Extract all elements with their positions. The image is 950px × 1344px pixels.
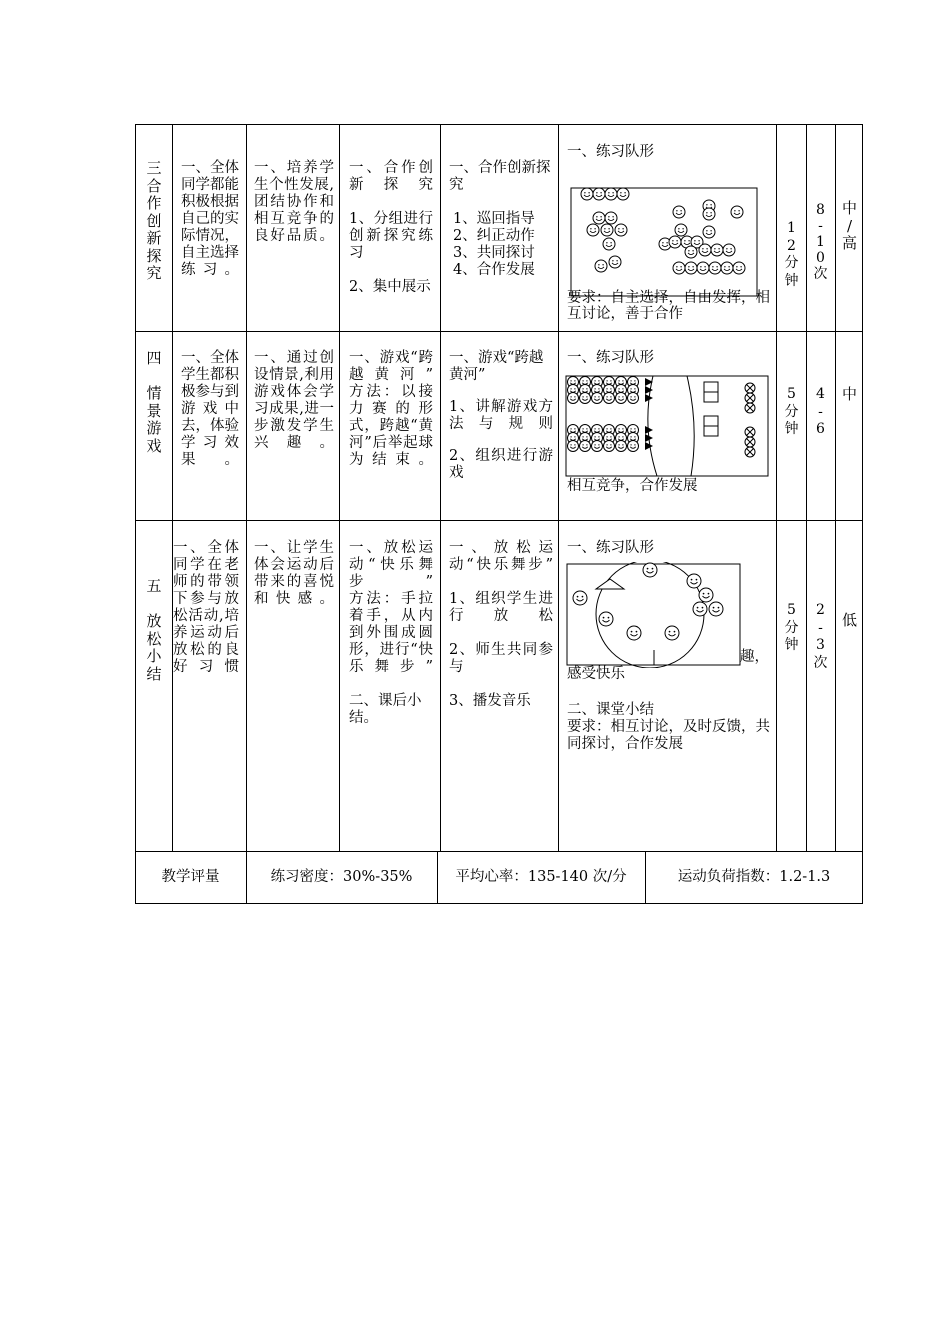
teaching-goal: 一、让学生体会运动后带来的喜悦和快感。 bbox=[254, 540, 334, 607]
teacher-activity bbox=[449, 350, 553, 482]
formation-diagram-2 bbox=[565, 374, 771, 480]
activity-line: 二、课后小结。 bbox=[349, 693, 422, 726]
column-divider bbox=[440, 124, 441, 851]
river-bank bbox=[687, 376, 694, 476]
activity-line: 1、巡回指导 2、纠正动作 3、共同探讨 4、合作发展 bbox=[453, 211, 535, 278]
org-title: 一、练习队形 bbox=[567, 144, 654, 160]
activity-line: 一、合作创新探究 bbox=[349, 160, 433, 193]
smiley-icon bbox=[616, 441, 627, 452]
smiley-icon bbox=[673, 206, 685, 218]
lesson-plan-table bbox=[135, 124, 863, 904]
activity-line: 一、游戏“跨越黄河” 方法：以接力赛的形式，跨越“黄河”后举起球为结束。 bbox=[349, 350, 433, 468]
column-divider bbox=[172, 124, 173, 851]
smiley-icon bbox=[628, 441, 639, 452]
hurdle-icon bbox=[704, 416, 718, 436]
count: 8 - 1 0 次 bbox=[813, 202, 828, 282]
count: 4 - 6 bbox=[816, 386, 825, 437]
smiley-icon bbox=[733, 262, 745, 274]
time: 1 2 分 钟 bbox=[784, 220, 799, 289]
smiley-icon bbox=[592, 393, 603, 404]
activity-line: 1、组织学生进行放松 bbox=[449, 591, 553, 624]
row-divider bbox=[135, 851, 863, 852]
org-note: 相互竞争，合作发展 bbox=[567, 478, 698, 494]
time: 5 分 钟 bbox=[784, 386, 799, 437]
ball-icon bbox=[745, 427, 755, 437]
footer-heart-rate: 平均心率：135-140 次/分 bbox=[455, 869, 627, 885]
table-border-bottom bbox=[135, 903, 863, 904]
smiley-icon bbox=[711, 244, 723, 256]
smiley-icon bbox=[687, 574, 701, 588]
smiley-icon bbox=[723, 244, 735, 256]
smiley-icon bbox=[587, 224, 599, 236]
smiley-icon bbox=[609, 256, 621, 268]
activity-line: 一、放松运动“快乐舞步” 方法：手拉着手，从内到外围成圆形，进行“快乐舞步” bbox=[349, 540, 433, 675]
smiley-icon bbox=[721, 262, 733, 274]
smiley-icon bbox=[699, 588, 713, 602]
smiley-icon bbox=[603, 238, 615, 250]
smiley-icon bbox=[627, 626, 641, 640]
column-divider bbox=[558, 124, 559, 851]
smiley-icon bbox=[665, 626, 679, 640]
smiley-icon bbox=[593, 212, 605, 224]
ball-icon bbox=[745, 393, 755, 403]
smiley-icon bbox=[593, 188, 605, 200]
activity-line: 1、讲解游戏方法与规则 bbox=[449, 399, 553, 432]
org-title: 一、练习队形 bbox=[567, 350, 654, 366]
row-divider bbox=[135, 331, 863, 332]
smiley-icon bbox=[697, 262, 709, 274]
activity-line: 2、师生共同参与 bbox=[449, 642, 553, 675]
column-divider bbox=[246, 124, 247, 904]
org-title: 一、练习队形 bbox=[567, 540, 654, 556]
footer-load-index: 运动负荷指数：1.2-1.3 bbox=[677, 869, 831, 885]
stage-label: 三 合 作 创 新 探 究 bbox=[146, 159, 162, 282]
org-note: 感受快乐 bbox=[567, 666, 625, 682]
smiley-icon bbox=[601, 224, 613, 236]
smiley-icon bbox=[605, 188, 617, 200]
teaching-goal: 一、通过创设情景,利用游戏体会学习成果,进一步激发学生兴趣。 bbox=[254, 350, 334, 451]
intensity: 中 / 高 bbox=[841, 199, 857, 252]
smiley-icon bbox=[628, 393, 639, 404]
column-divider bbox=[339, 124, 340, 851]
intensity: 低 bbox=[841, 611, 857, 629]
smiley-icon bbox=[731, 206, 743, 218]
teaching-goal: 一、培养学生个性发展,团结协作和相互竞争的良好品质。 bbox=[254, 160, 334, 244]
smiley-icon bbox=[568, 393, 579, 404]
org-fragment: 趣， bbox=[740, 649, 769, 665]
smiley-icon bbox=[604, 393, 615, 404]
ball-icon bbox=[745, 437, 755, 447]
smiley-icon bbox=[581, 188, 593, 200]
activity-line: 2、集中展示 bbox=[349, 279, 431, 295]
stage-label: 五 放 松 小 结 bbox=[146, 577, 162, 683]
smiley-icon bbox=[580, 393, 591, 404]
activity-line: 一、游戏“跨越黄河” bbox=[449, 350, 544, 383]
teacher-activity bbox=[449, 160, 553, 279]
smiley-icon bbox=[709, 602, 723, 616]
smiley-icon bbox=[643, 563, 657, 577]
smiley-icon bbox=[693, 602, 707, 616]
smiley-icon bbox=[617, 188, 629, 200]
activity-line: 一、放松运动“快乐舞步” bbox=[449, 540, 553, 573]
table-border-left bbox=[135, 124, 136, 904]
teacher-activity bbox=[449, 540, 553, 710]
summary-note: 要求：相互讨论，及时反馈，共同探讨，合作发展 bbox=[567, 719, 770, 752]
intensity: 中 bbox=[841, 385, 857, 403]
student-activity bbox=[349, 350, 433, 469]
activity-line: 一、合作创新探究 bbox=[449, 160, 551, 193]
smiley-icon bbox=[669, 236, 681, 248]
smiley-icon bbox=[599, 612, 613, 626]
student-requirement: 一、全体学生都积极参与到游戏中去，体验学习效果。 bbox=[181, 350, 239, 468]
smiley-icon bbox=[685, 262, 697, 274]
ball-icon bbox=[745, 447, 755, 457]
smiley-icon bbox=[615, 224, 627, 236]
row-divider bbox=[135, 520, 863, 521]
student-requirement: 一、全体同学在老师的带领下参与放松活动,培养运动后放松的良好习惯 bbox=[173, 540, 239, 675]
formation-diagram-3 bbox=[566, 562, 744, 668]
smiley-icon bbox=[673, 262, 685, 274]
activity-line: 1、分组进行创新探究练习 bbox=[349, 211, 433, 261]
org-note: 要求：自主选择，自由发挥，相互讨论，善于合作 bbox=[567, 290, 770, 322]
smiley-icon bbox=[592, 441, 603, 452]
student-requirement: 一、全体同学都能积极根据自己的实际情况，自主选择练习。 bbox=[181, 160, 239, 278]
footer-label: 教学评量 bbox=[161, 869, 220, 885]
time: 5 分 钟 bbox=[784, 602, 799, 653]
direction-arrow bbox=[596, 579, 624, 589]
formation-diagram-1 bbox=[569, 186, 763, 298]
table-border-top bbox=[135, 124, 863, 125]
smiley-icon bbox=[616, 393, 627, 404]
smiley-icon bbox=[573, 591, 587, 605]
smiley-icon bbox=[604, 441, 615, 452]
ball-icon bbox=[745, 403, 755, 413]
hurdle-icon bbox=[704, 382, 718, 402]
smiley-icon bbox=[703, 226, 715, 238]
smiley-icon bbox=[595, 260, 607, 272]
ball-icon bbox=[745, 383, 755, 393]
smiley-icon bbox=[568, 441, 579, 452]
count: 2 - 3 次 bbox=[813, 602, 828, 671]
stage-label: 四 情 景 游 戏 bbox=[146, 349, 162, 455]
smiley-icon bbox=[605, 212, 617, 224]
smiley-icon bbox=[685, 246, 697, 258]
student-activity bbox=[349, 540, 433, 727]
smiley-icon bbox=[699, 244, 711, 256]
column-divider bbox=[776, 124, 777, 851]
student-activity bbox=[349, 160, 433, 296]
summary-title: 二、课堂小结 bbox=[567, 702, 654, 718]
smiley-icon bbox=[709, 262, 721, 274]
smiley-icon bbox=[703, 208, 715, 220]
activity-line: 3、播发音乐 bbox=[449, 693, 531, 709]
footer-density: 练习密度：30%-35% bbox=[270, 869, 413, 885]
smiley-icon bbox=[675, 224, 687, 236]
smiley-icon bbox=[580, 441, 591, 452]
activity-line: 2、组织进行游戏 bbox=[449, 448, 553, 481]
